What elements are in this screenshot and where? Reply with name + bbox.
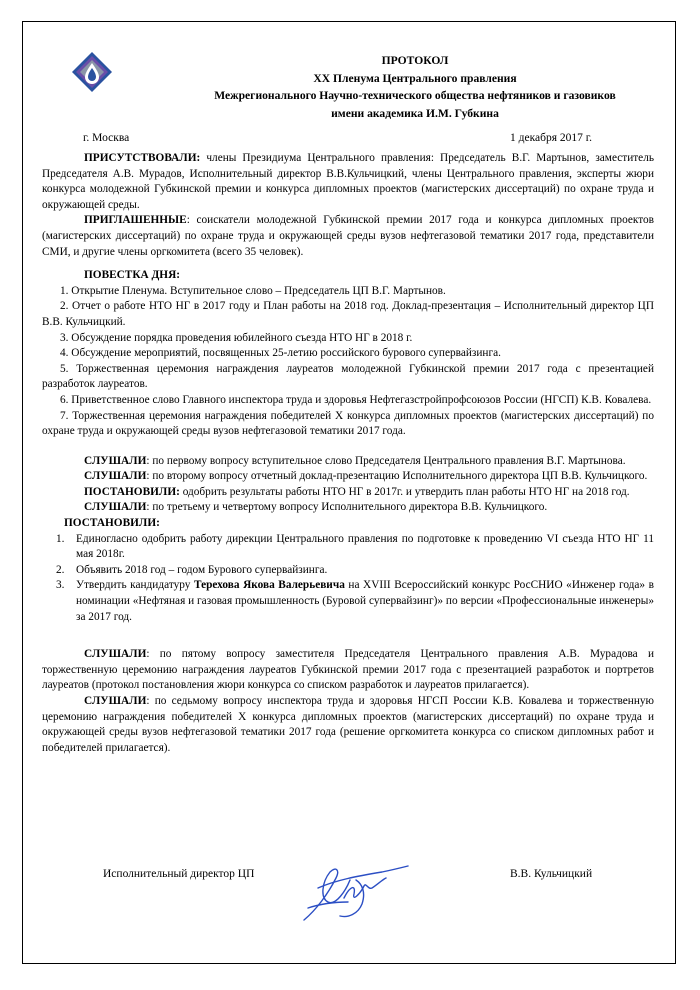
- resolved-item-text: Единогласно одобрить работу дирекции Центрального правления по подготовке к проведению VI съезда НТО НГ 11 мая 2018г.: [76, 532, 654, 561]
- candidate-name: Терехова Якова Валерьевича: [193, 579, 345, 592]
- header-line-4: имени академика И.М. Губкина: [331, 106, 499, 120]
- agenda-title: ПОВЕСТКА ДНЯ:: [84, 269, 180, 282]
- heard-text: : по третьему и четвертому вопросу Исполнительного директора В.В. Кульчицкого.: [146, 501, 548, 514]
- header-title: ПРОТОКОЛ: [381, 54, 449, 67]
- resolved-text: одобрить результаты работы НТО НГ в 2017г. и утвердить план работы НТО НГ на 2018 год.: [179, 485, 630, 498]
- resolved-item-number: 3.: [56, 579, 65, 592]
- handwritten-signature-icon: [296, 850, 416, 930]
- heard-label: СЛУШАЛИ: [84, 501, 147, 514]
- heard-label: СЛУШАЛИ: [84, 648, 147, 661]
- agenda-item: 1. Открытие Пленума. Вступительное слово – Председатель ЦП В.Г. Мартынов.: [60, 284, 446, 297]
- agenda-item: 4. Обсуждение мероприятий, посвященных 25-летию российского бурового супервайзинга.: [60, 347, 501, 360]
- heard-text: : по пятому вопросу заместителя Председателя Центрального правления А.В. Мурадова и торжественную церемонию награждения лауреатов Губкинской премии 2017 года с презентацией разработок и портретов лауреатов (протокол постановления жюри конкурса со списком разработок и лауреатов прилагается).: [42, 648, 654, 692]
- resolved-item: [42, 578, 654, 625]
- resolved-item-text-post: на XVIII Всероссийский конкурс РосСНИО «Инженер года» в номинации «Нефтяная и газовая промышленность (Буровой супервайзинг)» по версии «Профессиональные инженеры» за 2017 год.: [76, 579, 654, 623]
- present-label: ПРИСУТСТВОВАЛИ:: [84, 152, 201, 164]
- heard-label: СЛУШАЛИ: [84, 470, 147, 483]
- resolved-item: [42, 532, 654, 563]
- date: 1 декабря 2017 г.: [510, 132, 593, 144]
- present-paragraph: [42, 151, 654, 213]
- resolved-item-text-pre: Утвердить кандидатуру: [76, 579, 194, 592]
- invited-text: : соискатели молодежной Губкинской премии 2017 года и конкурса дипломных проектов (магистерских диссертаций) по охране труда и окружающей среды вузов нефтегазовой тематики 2017 года, представители СМИ, и другие члены оргкомитета (всего 35 человек).: [42, 214, 654, 258]
- organization-logo-icon: [70, 50, 114, 94]
- place: г. Москва: [83, 132, 130, 144]
- resolved-title: ПОСТАНОВИЛИ:: [64, 517, 160, 530]
- document-body: [42, 151, 654, 756]
- resolved-item-text: Объявить 2018 год – годом Бурового супервайзинга.: [76, 563, 328, 576]
- heard-paragraph: [42, 500, 654, 516]
- resolved-item-number: 1.: [56, 532, 65, 545]
- resolved-item-number: 2.: [56, 563, 65, 576]
- resolved-item: [42, 563, 654, 579]
- heard-label: СЛУШАЛИ: [84, 695, 147, 707]
- resolved-paragraph: [42, 485, 654, 501]
- resolved-label: ПОСТАНОВИЛИ:: [84, 485, 180, 498]
- heard-paragraph: [42, 454, 654, 470]
- heard-text: : по седьмому вопросу инспектора труда и здоровья НГСП России К.В. Ковалева и торжественную церемонию награждения победителей X конкурса дипломных проектов (магистерских диссертаций) по охране труда и окружающей среды вузов нефтегазовой тематики 2017 года (решение оргкомитета конкурса со списком дипломных работ и победителей прилагается).: [42, 695, 654, 754]
- heard-text: : по второму вопросу отчетный доклад-презентацию Исполнительного директора ЦП В.В. Кульчицкого.: [146, 470, 648, 483]
- agenda-item: 5. Торжественная церемония награждения лауреатов молодежной Губкинской премии 2017 года с презентацией разработок лауреатов.: [42, 362, 654, 391]
- heard-paragraph: [42, 469, 654, 485]
- heard-text: : по первому вопросу вступительное слово Председателя Центрального правления В.Г. Мартынова.: [146, 454, 626, 467]
- header-line-3: Межрегионального Научно-технического общества нефтяников и газовиков: [214, 89, 616, 102]
- present-text: члены Президиума Центрального правления: Председатель В.Г. Мартынов, заместитель Председателя А.В. Мурадов, Исполнительный директор В.В.Кульчицкий, члены Центрального правления, эксперты жюри конкурса молодежной Губкинской премии и конкурса дипломных проектов (магистерских диссертаций) по охране труда и окружающей среды.: [42, 152, 654, 211]
- invited-paragraph: [42, 213, 654, 260]
- heard-label: СЛУШАЛИ: [84, 454, 147, 467]
- invited-label: ПРИГЛАШЕННЫЕ: [84, 214, 187, 227]
- signatory-position: Исполнительный директор ЦП: [103, 868, 255, 880]
- agenda-item: 6. Приветственное слово Главного инспектора труда и здоровья Нефтегазстройпрофсоюзов России (НГСП) К.В. Ковалева.: [60, 393, 652, 406]
- document-header: [190, 52, 640, 122]
- agenda-item: 2. Отчет о работе НТО НГ в 2017 году и План работы на 2018 год. Доклад-презентация – Исполнительный директор ЦП В.В. Кульчицкий.: [42, 300, 654, 328]
- agenda-item: 3. Обсуждение порядка проведения юбилейного съезда НТО НГ в 2018 г.: [60, 331, 413, 344]
- resolved-item-text: [76, 578, 654, 625]
- heard-paragraph: [42, 694, 654, 756]
- header-line-2: XX Пленума Центрального правления: [313, 71, 517, 85]
- heard-paragraph: [42, 647, 654, 694]
- agenda-item: 7. Торжественная церемония награждения победителей X конкурса дипломных проектов (магистерских диссертаций) по охране труда и окружающей среды вузов нефтегазовой тематики 2017 года.: [42, 409, 654, 438]
- signatory-name: В.В. Кульчицкий: [510, 868, 593, 880]
